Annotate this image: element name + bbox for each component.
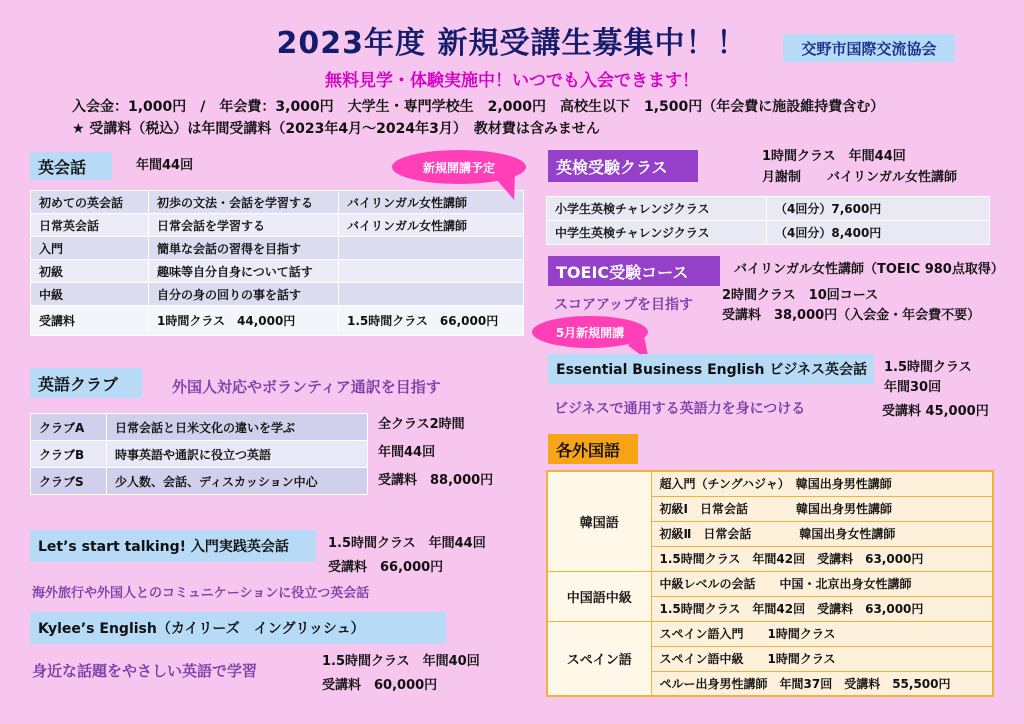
lang-spanish: スペイン語 (547, 621, 651, 696)
foreign-table (546, 470, 994, 697)
club-table (30, 413, 368, 495)
club-desc-cell: 少人数、会話、ディスカッション中心 (107, 468, 368, 495)
kylee-label: Kylee’s English（カイリーズ イングリッシュ） (30, 612, 446, 644)
lang-row: 超入門（チングハジャ） 韓国出身男性講師 (651, 471, 993, 496)
lang-row: 初級Ⅱ 日常会話 韓国出身女性講師 (651, 521, 993, 546)
club-name: クラブA (31, 414, 107, 441)
page-title: 2023年度 新規受講生募集中！！ (276, 26, 748, 61)
course-name: 中級 (31, 283, 149, 306)
table-row (31, 191, 524, 214)
course-name: 初級 (31, 260, 149, 283)
table-row (31, 468, 368, 495)
eiken-class: 小学生英検チャレンジクラス (547, 197, 767, 221)
english-note: 年間44回 (136, 158, 194, 173)
table-row (31, 214, 524, 237)
business-desc: ビジネスで通用する英語力を身につける (554, 401, 806, 417)
foreign-label: 各外国語 (548, 434, 638, 464)
kylee-note-1: 1.5時間クラス 年間40回 (322, 654, 480, 669)
course-desc: 初歩の文法・会話を学習する (149, 191, 339, 214)
course-teacher: バイリンガル女性講師 (339, 214, 524, 237)
club-name: クラブS (31, 468, 107, 495)
lang-korean: 韓国語 (547, 471, 651, 571)
talking-note-2: 受講料 66,000円 (328, 560, 444, 575)
club-note-1: 全クラス2時間 (378, 417, 465, 432)
talking-note-1: 1.5時間クラス 年間44回 (328, 536, 486, 551)
business-label: Essential Business English ビジネス英会話 (548, 354, 874, 384)
table-row (547, 571, 993, 596)
business-note-3: 受講料 45,000円 (882, 404, 989, 419)
eiken-label: 英検受験クラス (548, 150, 698, 182)
toeic-label: TOEIC受験コース (548, 256, 720, 286)
fee-label: 受講料 (31, 306, 149, 336)
eiken-note-1: 1時間クラス 年間44回 (762, 149, 906, 164)
lang-row: 1.5時間クラス 年間42回 受講料 63,000円 (651, 546, 993, 571)
course-desc: 日常会話を学習する (149, 214, 339, 237)
toeic-desc: スコアアップを目指す (554, 297, 694, 313)
club-label: 英語クラブ (30, 368, 142, 398)
eiken-table (546, 196, 990, 245)
kylee-desc: 身近な話題をやさしい英語で学習 (32, 662, 258, 680)
toeic-teacher: バイリンガル女性講師（TOEIC 980点取得） (734, 262, 1004, 277)
club-note-2: 年間44回 (378, 445, 436, 460)
lang-row: スペイン語入門 1時間クラス (651, 621, 993, 646)
table-row (31, 441, 368, 468)
course-desc: 簡単な会話の習得を目指す (149, 237, 339, 260)
lang-row: スペイン語中級 1時間クラス (651, 646, 993, 671)
page-subtitle: 無料見学・体験実施中！いつでも入会できます！ (325, 71, 699, 91)
lang-row: 初級Ⅰ 日常会話 韓国出身男性講師 (651, 496, 993, 521)
table-row (547, 471, 993, 496)
toeic-note-1: 2時間クラス 10回コース (722, 288, 879, 303)
course-name: 日常英会話 (31, 214, 149, 237)
business-note-1: 1.5時間クラス (884, 360, 972, 375)
club-desc-cell: 日常会話と日米文化の違いを学ぶ (107, 414, 368, 441)
course-name: 入門 (31, 237, 149, 260)
course-name: 初めての英会話 (31, 191, 149, 214)
business-note-2: 年間30回 (884, 380, 942, 395)
club-note-3: 受講料 88,000円 (378, 473, 494, 488)
fee-2: 1.5時間クラス 66,000円 (339, 306, 524, 336)
course-desc: 趣味等自分自身について話す (149, 260, 339, 283)
lang-row: ペルー出身男性講師 年間37回 受講料 55,500円 (651, 671, 993, 696)
table-row (31, 237, 524, 260)
club-desc-cell: 時事英語や通訳に役立つ英語 (107, 441, 368, 468)
eiken-note-2: 月謝制 バイリンガル女性講師 (762, 170, 958, 185)
business-new-bubble: 5月新規開講 (532, 316, 648, 348)
fees-line: 入会金：1,000円 / 年会費：3,000円 大学生・専門学校生 2,000円 高校生以下 1,500円（年会費に施設維持費含む） (72, 99, 885, 115)
fee-row (31, 306, 524, 336)
table-row (31, 414, 368, 441)
organization-badge: 交野市国際交流協会 (783, 34, 955, 62)
english-label: 英会話 (30, 152, 112, 180)
toeic-note-2: 受講料 38,000円（入会金・年会費不要） (722, 308, 981, 323)
table-row (547, 621, 993, 646)
english-table (30, 190, 524, 336)
course-teacher (339, 283, 524, 306)
table-row (547, 197, 990, 221)
eiken-price: （4回分）7,600円 (767, 197, 990, 221)
table-row (31, 260, 524, 283)
eiken-new-bubble: 新規開講予定 (392, 150, 526, 184)
eiken-class: 中学生英検チャレンジクラス (547, 221, 767, 245)
fee-1: 1時間クラス 44,000円 (149, 306, 339, 336)
club-desc: 外国人対応やボランティア通訳を目指す (172, 378, 441, 396)
course-teacher: バイリンガル女性講師 (339, 191, 524, 214)
club-name: クラブB (31, 441, 107, 468)
kylee-note-2: 受講料 60,000円 (322, 678, 438, 693)
eiken-price: （4回分）8,400円 (767, 221, 990, 245)
table-row (547, 221, 990, 245)
lang-chinese: 中国語中級 (547, 571, 651, 621)
talking-label: Let’s start talking! 入門実践英会話 (30, 530, 316, 562)
lang-row: 1.5時間クラス 年間42回 受講料 63,000円 (651, 596, 993, 621)
course-teacher (339, 260, 524, 283)
tuition-line: ★ 受講料（税込）は年間受講料（2023年4月～2024年3月） 教材費は含みません (72, 121, 600, 137)
course-desc: 自分の身の回りの事を話す (149, 283, 339, 306)
lang-row: 中級レベルの会話 中国・北京出身女性講師 (651, 571, 993, 596)
table-row (31, 283, 524, 306)
talking-desc: 海外旅行や外国人とのコミュニケーションに役立つ英会話 (32, 586, 370, 601)
course-teacher (339, 237, 524, 260)
